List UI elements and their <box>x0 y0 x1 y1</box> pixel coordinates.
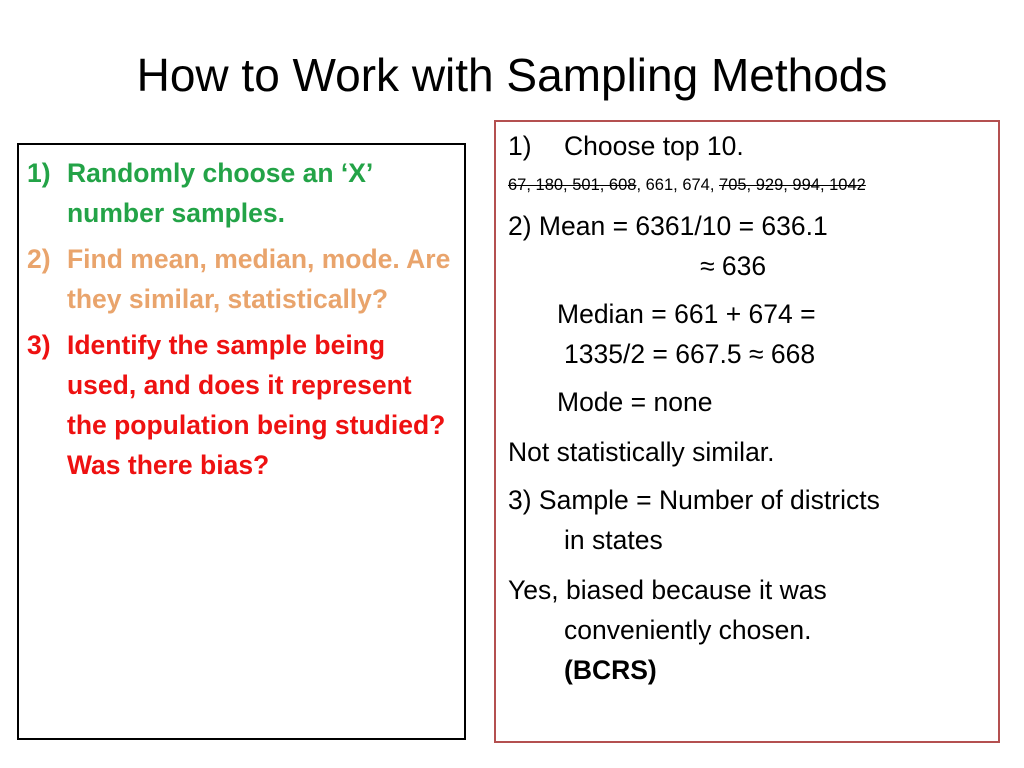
step-3 <box>27 325 457 485</box>
step-text: Identify the sample being used, and does it represent the population being studied? Was there bias? <box>67 330 446 480</box>
sample-line-2: in states <box>564 525 663 555</box>
step1-text: Choose top 10. <box>564 131 744 161</box>
step-1 <box>27 153 457 233</box>
sample-line-1: 3) Sample = Number of districts <box>508 485 880 515</box>
discarded-low-values: 67, 180, 501, 608 <box>508 176 637 194</box>
kept-values: 661, 674, <box>641 176 720 194</box>
step-number: 3) <box>27 330 51 360</box>
steps-list <box>27 153 457 491</box>
step-text: Find mean, median, mode. Are they similar, statistically? <box>67 244 451 314</box>
sample-values <box>508 174 866 196</box>
median-line-1: Median = 661 + 674 = <box>557 299 816 329</box>
bias-line-1: Yes, biased because it was <box>508 575 827 605</box>
mean-line: 2) Mean = 6361/10 = 636.1 <box>508 211 828 241</box>
worked-example-box <box>494 120 1000 743</box>
median-line-2: 1335/2 = 667.5 ≈ 668 <box>564 339 816 369</box>
mean-approx: ≈ 636 <box>700 251 767 281</box>
bias-line-2: conveniently chosen. <box>564 615 812 645</box>
bias-code: (BCRS) <box>564 655 657 685</box>
step1-number: 1) <box>508 131 532 161</box>
steps-box <box>17 143 466 740</box>
similarity-line: Not statistically similar. <box>508 437 775 467</box>
slide-title: How to Work with Sampling Methods <box>136 49 888 101</box>
step-2 <box>27 239 457 319</box>
separator: , <box>636 176 642 194</box>
mode-line: Mode = none <box>557 387 713 417</box>
step-number: 2) <box>27 244 51 274</box>
step-text: Randomly choose an ‘X’ number samples. <box>67 158 372 228</box>
step-number: 1) <box>27 158 51 188</box>
discarded-high-values: 705, 929, 994, 1042 <box>719 176 866 194</box>
